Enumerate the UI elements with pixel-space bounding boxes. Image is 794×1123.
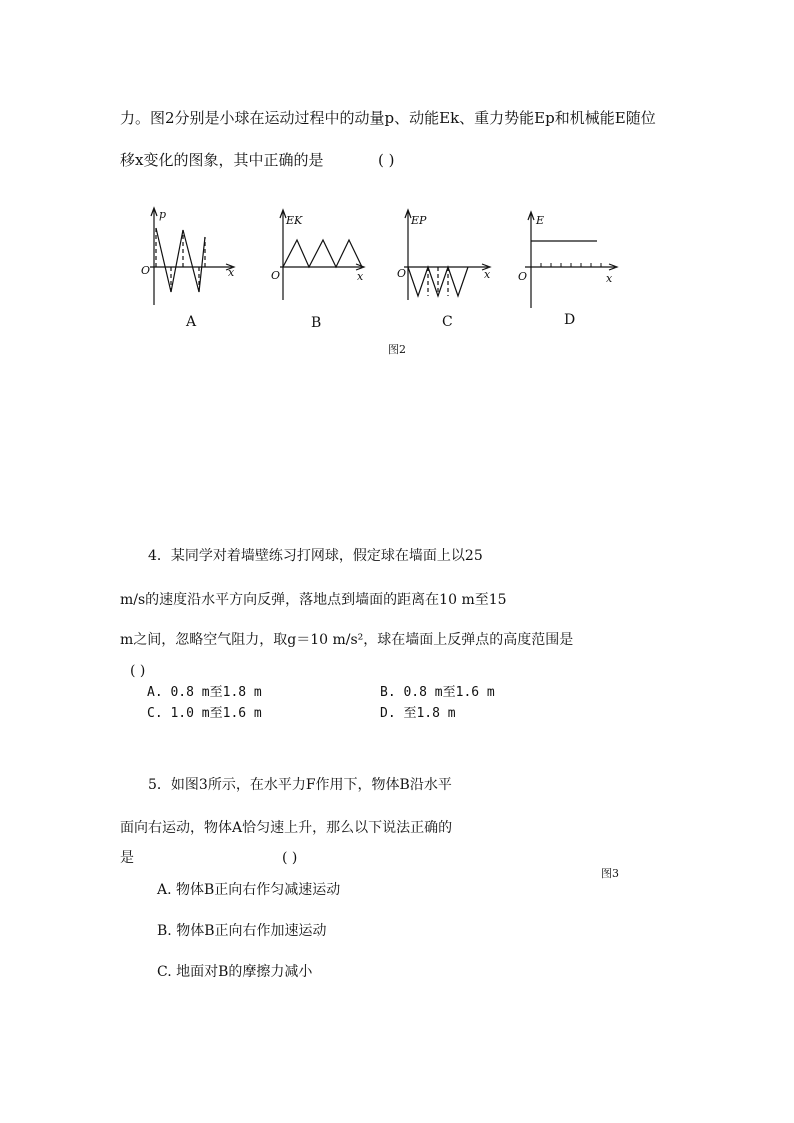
q4-line1: 4．某同学对着墙壁练习打网球，假定球在墙面上以25: [148, 548, 483, 564]
q3-answer-blank: ( ): [378, 151, 395, 169]
graph-c-xlabel: x: [484, 268, 491, 281]
q4-option-a: A. 0.8 m至1.8 m: [147, 685, 262, 700]
graph-c-caption: C: [442, 314, 453, 330]
q4-option-c: C. 1.0 m至1.6 m: [147, 706, 262, 721]
q5-option-b: B. 物体B正向右作加速运动: [157, 923, 327, 939]
figure-2-caption: 图2: [388, 343, 406, 356]
q4-answer-blank: ( ): [130, 663, 146, 679]
graph-d-ylabel: E: [536, 214, 545, 227]
q5-line2: 面向右运动，物体A恰匀速上升，那么以下说法正确的: [120, 820, 453, 836]
graph-a: [150, 208, 234, 305]
q3-line2: 移x变化的图象，其中正确的是: [120, 151, 324, 169]
q4-option-d: D. 至1.8 m: [380, 706, 456, 721]
graph-d-origin: O: [518, 270, 528, 283]
graph-c-origin: O: [397, 267, 407, 280]
graph-a-ylabel: p: [159, 208, 167, 221]
graph-d-xlabel: x: [606, 272, 613, 285]
graph-b-origin: O: [271, 269, 281, 282]
q3-line1: 力。图2分别是小球在运动过程中的动量p、动能Ek、重力势能Ep和机械能E随位: [120, 109, 656, 127]
q5-option-a: A. 物体B正向右作匀减速运动: [157, 882, 341, 898]
q4-line3: m之间，忽略空气阻力，取g＝10 m/s²，球在墙面上反弹点的高度范围是: [120, 632, 574, 648]
graph-b-xlabel: x: [357, 270, 364, 283]
graph-d-caption: D: [564, 312, 576, 328]
figure-2: [0, 190, 794, 550]
figure-3-caption: 图3: [601, 867, 619, 880]
q4-line2: m/s的速度沿水平方向反弹，落地点到墙面的距离在10 m至15: [120, 592, 507, 608]
graph-a-caption: A: [186, 314, 197, 330]
graph-b-caption: B: [311, 315, 322, 331]
q5-line3: 是: [120, 850, 134, 866]
graph-c-ylabel: EP: [411, 214, 427, 227]
q5-option-c: C. 地面对B的摩擦力减小: [157, 964, 313, 980]
q4-option-b: B. 0.8 m至1.6 m: [380, 685, 495, 700]
q5-line1: 5．如图3所示，在水平力F作用下，物体B沿水平: [148, 777, 452, 793]
graph-a-xlabel: x: [228, 266, 235, 279]
q5-answer-blank: ( ): [282, 850, 298, 866]
graph-a-origin: O: [141, 264, 151, 277]
graph-b-ylabel: EK: [286, 214, 303, 227]
